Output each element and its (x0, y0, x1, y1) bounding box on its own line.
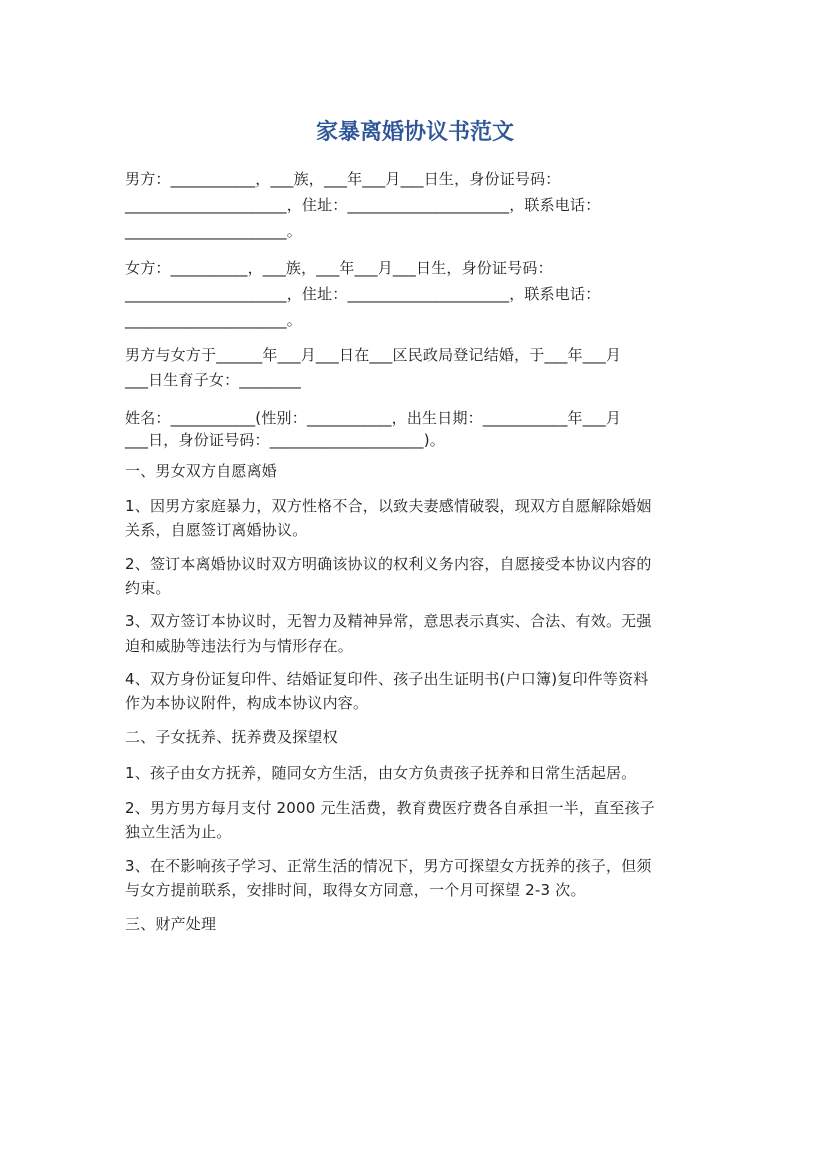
text-line: ___日生育子女：________ (125, 371, 301, 389)
text-line: _____________________，住址：_____________________，联系电话： (125, 285, 601, 303)
text-line: 一、男女双方自愿离婚 (125, 462, 278, 480)
text-line: 3、双方签订本协议时，无智力及精神异常，意思表示真实、合法、有效。无强 (125, 612, 652, 630)
text-line: 独立生活为止。 (125, 823, 232, 841)
text-line: 女方：__________，___族，___年___月___日生，身份证号码： (125, 259, 553, 277)
text-line: 2、签订本离婚协议时双方明确该协议的权利义务内容，自愿接受本协议内容的 (125, 555, 652, 573)
text-line: 作为本协议附件，构成本协议内容。 (125, 694, 369, 712)
text-line: 男方与女方于______年___月___日在___区民政局登记结婚，于___年___月 (125, 346, 622, 364)
text-line: _____________________。 (125, 311, 302, 329)
text-line: 4、双方身份证复印件、结婚证复印件、孩子出生证明书(户口簿)复印件等资料 (125, 670, 649, 688)
text-line: ___日，身份证号码：____________________)。 (125, 431, 445, 449)
text-line: 迫和威胁等违法行为与情形存在。 (125, 637, 354, 655)
text-line: 1、因男方家庭暴力，双方性格不合，以致夫妻感情破裂，现双方自愿解除婚姻 (125, 497, 652, 515)
text-line: 2、男方男方每月支付 2000 元生活费，教育费医疗费各自承担一半，直至孩子 (125, 799, 655, 817)
text-line: 男方：___________，___族，___年___月___日生，身份证号码： (125, 170, 561, 188)
text-line: 3、在不影响孩子学习、正常生活的情况下，男方可探望女方抚养的孩子，但须 (125, 857, 652, 875)
text-line: _____________________，住址：_____________________，联系电话： (125, 196, 601, 214)
document-title: 家暴离婚协议书范文 (315, 120, 514, 145)
text-line: 关系，自愿签订离婚协议。 (125, 521, 308, 539)
text-line: 与女方提前联系，安排时间，取得女方同意，一个月可探望 2-3 次。 (125, 881, 586, 899)
text-line: 三、财产处理 (125, 915, 217, 933)
text-line: 约束。 (125, 579, 171, 597)
text-line: _____________________。 (125, 222, 302, 240)
text-line: 姓名：___________(性别：___________，出生日期：___________年___月 (125, 409, 622, 427)
text-line: 1、孩子由女方抚养，随同女方生活，由女方负责孩子抚养和日常生活起居。 (125, 764, 637, 782)
text-line: 二、子女抚养、抚养费及探望权 (125, 728, 338, 746)
